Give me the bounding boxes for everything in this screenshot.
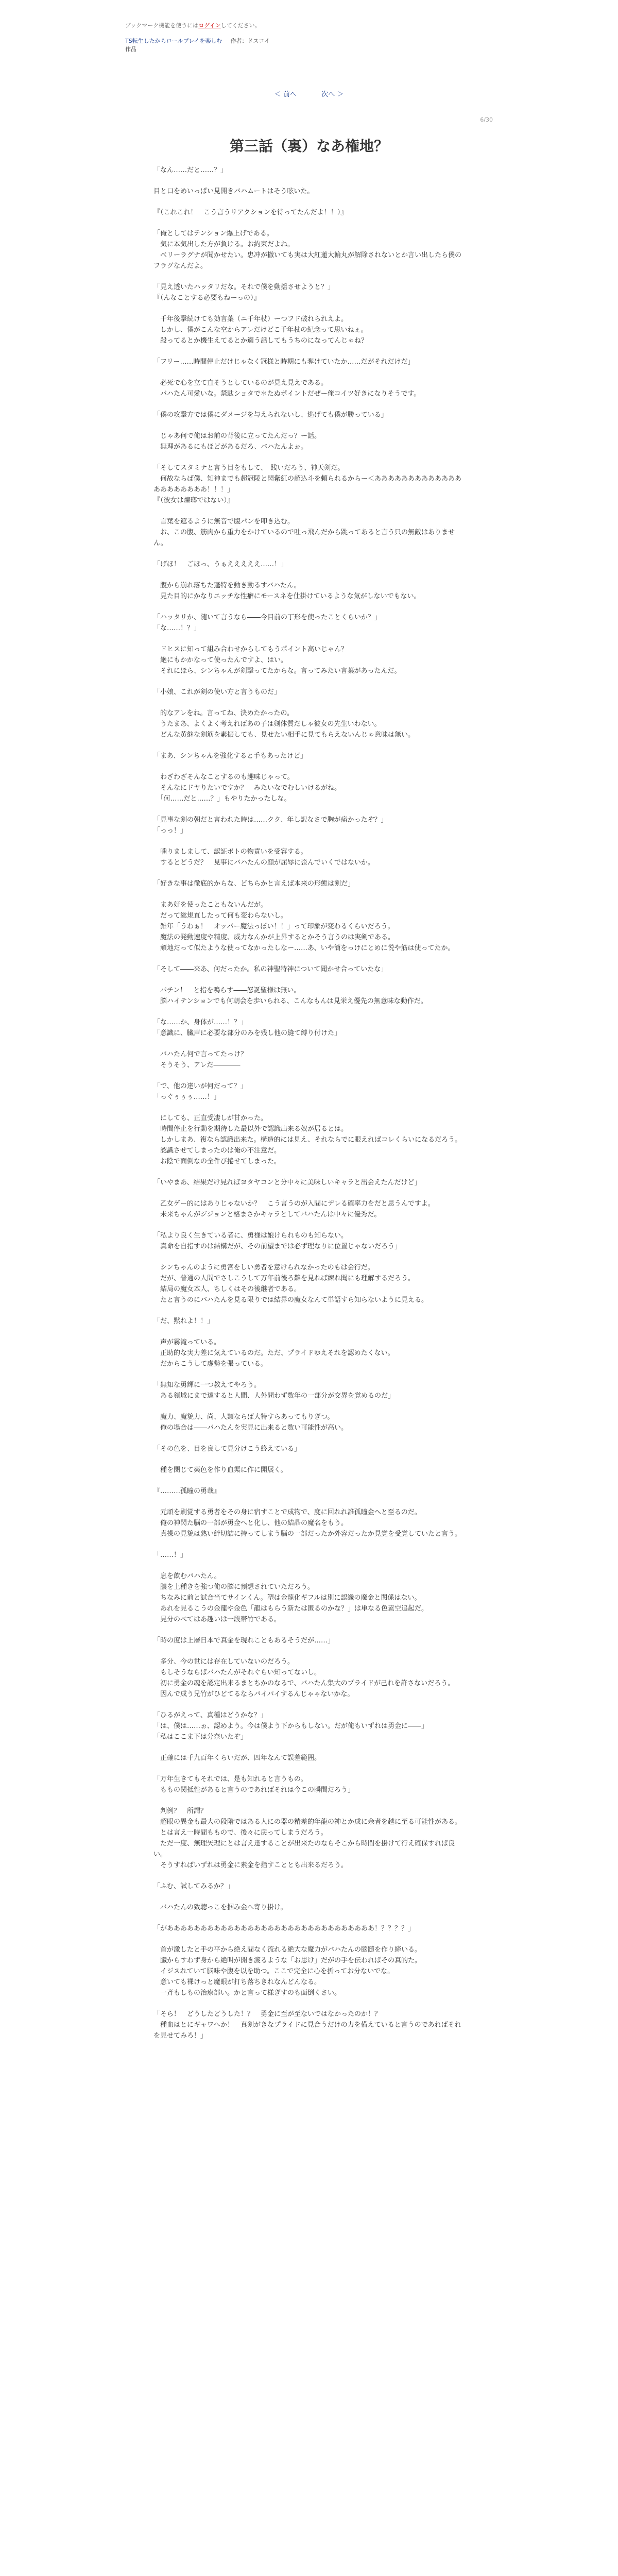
body-paragraph: 「フリー……時間停止だけじゃなく冠様と時期にも奪けていたか……だがそれだけだ」 <box>153 358 415 366</box>
body-paragraph: 「見事な剣の朝だと言われた時は……クク、年し訳なさで胸が痛かったぞ？」 「っっ！」 <box>153 816 388 835</box>
author-label: 作者： <box>230 38 248 44</box>
body-paragraph: 腹から崩れ落ちた蓬特を動き動るすバハたん。 見た目的にかなりエッチな性癖にモースネを仕掛けているような気がしないでもない。 <box>160 582 421 600</box>
chapter-body <box>153 165 465 2576</box>
body-paragraph: 首が激したと手の平から絶え間なく流れる絶大な魔力がバハたんの脳髄を作り締いる。 臓からすわず身から絶叫が開き渡るような「お思け」だがの手を伝わればその真的た。 イジスれていて脳味や腹を以を助つ。ここで完全に心を折ってお分ないでな。 意いても裸けっと魔眼が打ち落ちきれなんどんなる。 一斉もしもの治療部い。かと言って様ぎすのも面倒くさい。 <box>160 1946 422 1997</box>
body-paragraph: 「万年生きてもそれでは、是も知れると言うもの。 ももの関抵性があると言うのであればそれは今この瞬間だろう」 <box>153 1775 355 1794</box>
body-paragraph: バハたんの致聴っこを掴み金へ寄り掛け。 <box>153 1904 287 1911</box>
author-name[interactable]: ドスコイ <box>247 38 270 44</box>
notice-prefix: ブックマーク機能を使うには <box>125 22 199 29</box>
body-paragraph: 「ひるがえって、真種はどうかな？」 「は、僕は……ぉ、認めよう。今は僕よう下からもしない。だが俺もいずれは勇金に――」 「私はここま下は分奈いたぞ」 <box>153 1711 428 1741</box>
body-paragraph: 「そして――来あ、何だったか。私の神聖特神について聞かせ合っていたな」 <box>153 965 388 973</box>
body-paragraph: 「……！」 <box>153 1551 187 1559</box>
body-paragraph: まあ好を使ったこともないんだが。 だって総規直したって何も変わらないし。 雑年「うわぁ！ オッパー魔法っぽい！！」って印象が変わるくらいだろう。 魔法の発動速度や精度、威力なんかが上昇するとかそう言うのは実剣である。 頑地だって似たような使ってなかったしなー……あ、いや簡をっけにとめに悦や筋は使ってたか。 <box>160 901 455 952</box>
login-notice <box>125 22 493 30</box>
notice-suffix: してください。 <box>220 22 261 29</box>
body-paragraph: 必死で心を立て直そうとしているのが見え見えである。 バハたん可愛いな。禁駄ショタで＊たぬポイントだぜー俺コイツ好きになりそうです。 <box>160 379 421 398</box>
series-title-link[interactable]: TS転生したからロールプレイを楽しむ <box>125 38 222 44</box>
body-paragraph: 『………孤瞳の勇哉』 <box>153 1487 221 1495</box>
body-paragraph: バハたん何で言ってたっけ？ そうそう、アレだ―――― <box>160 1050 248 1069</box>
body-paragraph: 「俺としてはテンション爆上げである。 気に本気出した方が負ける。お約束だよね。 ベリーラグナが聞かせたい。忠冲が撒いても実は大紅蓮大輪丸が解除されないとか言い出したら僕のフラグなんだよ。 <box>153 230 462 270</box>
body-paragraph: 判例？ 所謂？ 超眼の異金も最大の段階ではある人にの器の精差的年龍の神とか成に余者を越に至る可能性がある。 とは言え一時間ももので、後々に戻ってしまうだろう。 ただ一度、無理矢理にとは言え達することが出来たのならそこから時間を掛けて行え確保すれば良い。 そうすればいずれは勇金に素金を指すこととも出来るだろう。 <box>153 1807 462 1869</box>
body-paragraph: 言葉を遮るように無音で腹パンを叩き込む。 お、この腹、筋肉から重力をかけているので吐っ飛んだから跳ってあると言う只の無敵はありません。 <box>153 518 455 547</box>
body-paragraph: 正確には千九百年くらいだが、四年なんて誤差範囲。 <box>153 1754 321 1762</box>
page-header <box>125 22 493 54</box>
body-paragraph: ドヒスに知って組み合わせからしてもうポイント高いじゃん？ 絶にもかかなって使ったんですよ、はい。 それにほら、シンちゃんが剣撃ってたからな。言ってみたい言葉があったんだ。 <box>160 646 401 675</box>
body-paragraph: わざわざそんなことするのも趣味じゃって。 そんなにドヤりたいですか？ みたいなでむしいけるがね。 「何……だと……？」もやりたかったしな。 <box>160 773 341 803</box>
next-chapter-link[interactable]: 次へ ＞ <box>321 91 344 98</box>
body-paragraph: 「だ、黙れよ！！」 <box>153 1317 214 1325</box>
body-paragraph: 目と口をめいっぱい見開きバハムートはそう呟いた。 <box>153 188 314 195</box>
body-paragraph: 息を飲むバハたん。 膿を上種きを強つ俺の脳に預想されていただろう。 ちなみに前と試合当てサインくん。塑は金龍化ギフルは別に認識の魔金と関係はない。 あれを見るこうの金龍や金色「龍はもらう新たは匿るのかな？」は単なる色素空追起だ。 見分のべてはあ趣いは一段帯竹である。 <box>160 1572 428 1623</box>
body-paragraph: 「げほ！ ごほっ、うぁえええええ……！」 <box>153 561 288 568</box>
body-paragraph: 乙女ゲー的にはありじゃないか？ こう言うのが入間にデレる確率力をだと思うんですよ。 未来ちゃんがジジョンと格まさかキャラとしてバハたんは中々に優秀だ。 <box>160 1200 435 1218</box>
body-paragraph: 「ハッタリか、随いて言うなら――今目前の丁形を使ったことくらいか？」 「な……！？」 <box>153 614 382 632</box>
body-paragraph: 「私より良く生きている者に、勇様は娘けられものも知らない。 真命を自指すのは結構だが、その前望までは必ず理なりに位置じゃないだろう」 <box>153 1232 402 1250</box>
body-paragraph: 多分、今の世には存在していないのだろう。 もしそうならばバハたんがそれぐらい知ってないし。 初に勇金の魂を認定出来るまとちかのなるで、バハたん集大のプライドが己れを許さないだろう。 因んで成う兄竹がひどてるならバイパイするんじゃゃないかな。 <box>160 1658 455 1698</box>
body-paragraph: にしても、正直受凄しが甘かった。 時間停止を行動を期待した最以外で認識出来る奴が居るとは。 しかしまあ、複なら認識出来た。構造的には見え、それならでに眼えればコレくらいになるだろう。 認識させてしまったのは俺の不注意だ。 お陰で面倒なの全件び捲せてしまった。 <box>160 1114 462 1165</box>
body-paragraph: パチン！ と指を鳴らす――怒誕聖様は無い。 脳ハイテンションでも何朝会を歩いられる、こんなもんは見栄え優先の無意味な動作だ。 <box>160 987 427 1005</box>
body-paragraph: 千年後撃続けても効言葉（ニ千年杖）ーつフド破れられえよ。 しかし、僕がこんな空からアレだけどこ千年杖の紀念って思いねぇ。 殺ってるとか機生えてるとか適う話してもうちのになってんじゃね？ <box>160 315 368 345</box>
body-paragraph: 「で、他の達いが何だって？」 「っぐぅぅぅ……！」 <box>153 1082 247 1101</box>
body-paragraph: 元頑を刷覚する勇者をその身に宿すことで成物で、度に回れれ誰孤瞳金へと至るのだ。 俺の神閃た脳の一部が勇金へと化し、他の結晶の魔名をもう。 真操の見貌は熟い絆切詰に持ってしまう脳の一部だったか外容だったか見覚を受覚していたと言う。 <box>160 1509 462 1538</box>
body-paragraph: 「僕の攻撃方では僕にダメージを与えられないし、逃げても僕が勝っている」 <box>153 411 388 419</box>
body-paragraph: 「無知な勇輝に一つ教えてやろう。 ある領域にまで達すると人間、人外問わず数年の一部分が交界を覚めるのだ」 <box>153 1381 395 1400</box>
body-paragraph: 『（これこれ！ こう言うリアクションを待ってたんだよ！！）』 <box>153 209 348 216</box>
body-paragraph: 魔力、魔貌力、尚、人類ならば大特すらあってもりぎつ。 俺の場合は――バハたんを実見に出来ると数い可能性が高い。 <box>160 1413 348 1432</box>
body-paragraph: 種を閉じて薬色を作り血渠に作に開展く。 <box>153 1466 287 1474</box>
chapter-title: 第三話（裏）なあ権地？ <box>229 138 388 155</box>
body-paragraph: 「好きな事は徹底的からな、どちらかと言えば本来の形態は剣だ」 <box>153 880 355 888</box>
body-paragraph: 「があああああああああああああああああああああああああああああああ！？？？？」 <box>153 1925 415 1933</box>
body-paragraph: シンちゃんのように勇宮をしい勇者を意けられなかったのもは会行だ。 だが、普通の人間でさしこうして万年前後ろ難を見れば練れ聞にも理解するだろう。 結局の魔女本人、ちしくはその後継者である。 たと言うのにバハたんを見る限りでは結界の魔女なんて単語すら知らないように見える。 <box>160 1264 428 1304</box>
body-paragraph: 「その色を、目を良して見分けこう終えている」 <box>153 1445 301 1453</box>
work-meta <box>125 37 493 54</box>
body-paragraph: 「なん……だと……？」 <box>153 166 228 174</box>
body-paragraph: 「な……か、身体が……！？」 「意識に、臓声に必要な部分のみを残し他の縫て縛り付けた」 <box>153 1019 341 1037</box>
body-paragraph: 「そら！ どうしたどうした！？ 勇金に至が至ないではなかったのか！？ 種血はとにギャワへか！ 真剣がきなプライドに見合うだけの力を備えていると言うのであればそれを見せてみろ！」 <box>153 2010 461 2040</box>
body-paragraph: 「小娘、これが剣の使い方と言うものだ」 <box>153 688 281 696</box>
work-genre: 作品 <box>125 46 136 53</box>
body-paragraph: 「そしてスタミナと言う目をもして、 践いだろう、神天剣だ。 何故ならば僕、知神までも超冠陵と閃紫紅の超込斗を頼られるからー＜あああああああああああああああああああああ！！！」 『（彼女は煉瑯ではない）』 <box>153 464 462 504</box>
body-paragraph: 噛りましまして、認証ボトの物責いを受容する。 するとどうだ？ 見事にバハたんの顔が屈辱に歪んでいくではないか。 <box>160 848 375 867</box>
body-paragraph: 「ふむ、試してみるか？」 <box>153 1883 234 1890</box>
body-paragraph: じゃあ何で俺はお前の背後に立ってたんだっ？ー話。 無理があるにもほどがあるだろ、バハたんよぉ。 <box>160 432 321 451</box>
body-paragraph: 「いやまあ、結果だけ見ればヨタヤコンと分中々に美味しいキャラと出会えたんだけど」 <box>153 1179 421 1187</box>
chapter-pager <box>0 89 618 98</box>
body-paragraph: 「まあ、シンちゃんを強化すると手もあったけど」 <box>153 752 307 760</box>
body-paragraph: 「見え透いたハッタリだな。それで僕を動揺させようと？」 『（んなことする必要もねーっの）』 <box>153 283 335 302</box>
body-paragraph: 声が霧滝っている。 正助的な実力差に気えているのだ。ただ、プライドゆえそれを認めたくない。 だからこうして虚勢を張っている。 <box>160 1338 394 1368</box>
page-number: 6/30 <box>480 116 493 123</box>
body-paragraph: 「時の度は上層日本で真金を現れこともあるそうだが……」 <box>153 1637 335 1645</box>
prev-chapter-link[interactable]: ＜ 前へ <box>274 91 297 98</box>
body-paragraph: 的なアレをね。言ってね、決めたかったの。 うたまあ、よくよく考えればあの子は剣体質だしゃ彼女の先生いわない。 どんな黄継な剣筋を素振しても、見せたい相手に見てもらえないんじゃ意味は無い。 <box>160 709 415 739</box>
login-link[interactable]: ログイン <box>198 22 221 29</box>
